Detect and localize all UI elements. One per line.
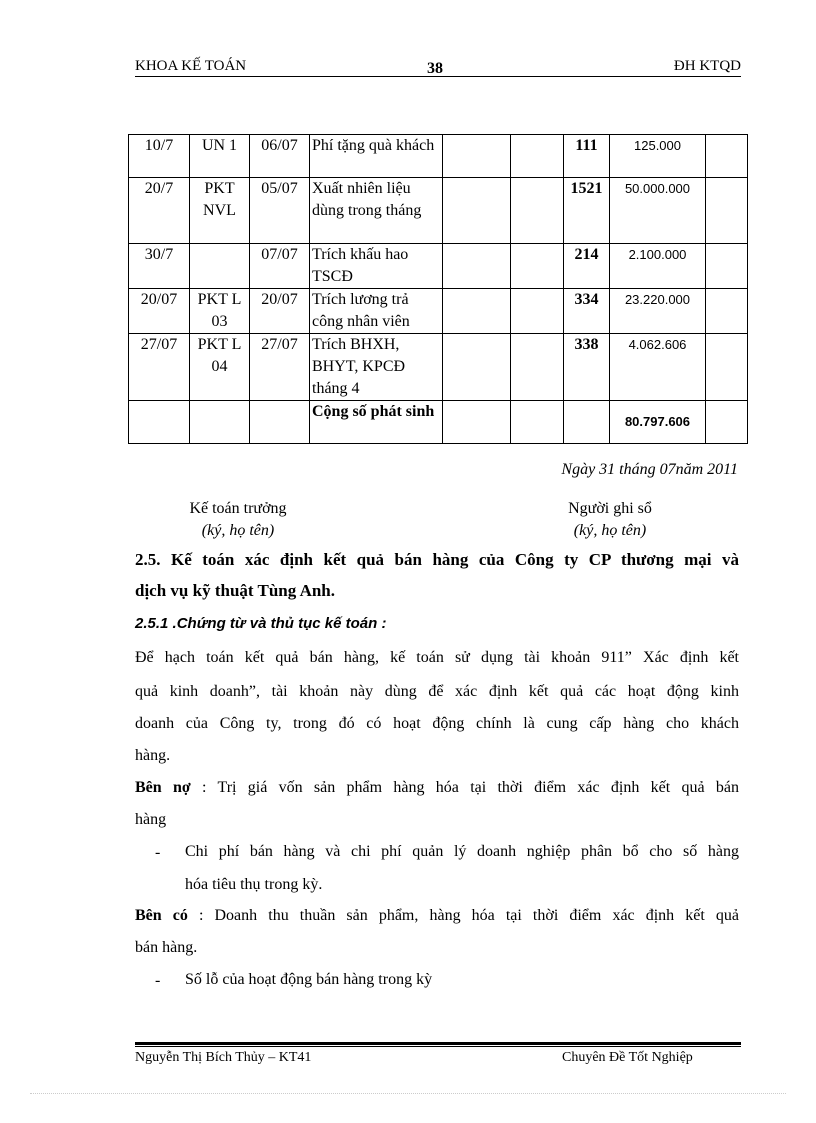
cell-date: 10/7 (129, 135, 190, 178)
cell-empty (706, 135, 748, 178)
cell-empty (706, 244, 748, 289)
credit-line (135, 906, 739, 926)
cell-empty (511, 289, 564, 334)
signature-note: (ký, họ tên) (201, 522, 275, 539)
cell-voucher-date: 07/07 (250, 244, 310, 289)
paragraph-line: hàng. (135, 747, 171, 764)
bullet-dash-icon: - (155, 844, 161, 861)
subsection-heading: 2.5.1 .Chứng từ và thủ tục kế toán : (135, 615, 387, 632)
total-amount: 80.797.606 (610, 401, 706, 444)
ledger-table (128, 134, 748, 444)
footer-author: Nguyễn Thị Bích Thủy – KT41 (135, 1050, 312, 1065)
cell-empty (511, 244, 564, 289)
paragraph-line: doanh của Công ty, trong đó có hoạt động chính là cung cấp hàng cho khách (135, 715, 739, 732)
cell-voucher-no: PKT L 03 (190, 289, 250, 334)
cell-voucher-date: 06/07 (250, 135, 310, 178)
section-heading-line-2: dịch vụ kỹ thuật Tùng Anh. (135, 581, 336, 600)
cell-amount: 23.220.000 (610, 289, 706, 334)
signature-bookkeeper (540, 498, 680, 542)
table-row (129, 244, 748, 289)
bullet-dash-icon: - (155, 972, 161, 989)
cell-empty (511, 334, 564, 401)
cell-date: 20/7 (129, 178, 190, 244)
header-university: ĐH KTQD (673, 58, 741, 74)
cell-description: Xuất nhiên liệu dùng trong tháng (310, 178, 443, 244)
cell-date: 30/7 (129, 244, 190, 289)
cell-description: Trích BHXH, BHYT, KPCĐ tháng 4 (310, 334, 443, 401)
cell-empty (443, 178, 511, 244)
cell-empty (511, 178, 564, 244)
footer-rule-thick (135, 1042, 741, 1045)
footer-rule-thin (135, 1046, 741, 1047)
cell-empty (511, 135, 564, 178)
footer-title: Chuyên Đề Tốt Nghiệp (562, 1050, 693, 1065)
header-department: KHOA KẾ TOÁN (135, 58, 247, 74)
cell-empty (250, 401, 310, 444)
bullet-line: hóa tiêu thụ trong kỳ. (185, 876, 323, 893)
total-row (129, 401, 748, 444)
date-line: Ngày 31 tháng 07năm 2011 (561, 461, 738, 478)
paragraph-line: Để hạch toán kết quả bán hàng, kế toán sử dụng tài khoản 911” Xác định kết (135, 649, 739, 666)
cell-account: 111 (564, 135, 610, 178)
header-rule (135, 76, 741, 77)
cell-date: 20/07 (129, 289, 190, 334)
cell-amount: 125.000 (610, 135, 706, 178)
debit-text: : Trị giá vốn sản phẩm hàng hóa tại thời điểm xác định kết quả bán (202, 779, 740, 796)
cell-account: 1521 (564, 178, 610, 244)
paragraph-line: quả kinh doanh”, tài khoản này dùng để xác định kết quả các hoạt động kinh (135, 683, 739, 700)
bullet-line: Số lỗ của hoạt động bán hàng trong kỳ (185, 971, 433, 988)
cell-empty (443, 244, 511, 289)
cell-description: Trích khấu hao TSCĐ (310, 244, 443, 289)
page-number: 38 (427, 60, 443, 77)
cell-empty (706, 334, 748, 401)
cell-voucher-no: PKT L 04 (190, 334, 250, 401)
cell-empty (129, 401, 190, 444)
page-header (135, 56, 741, 78)
signature-title: Kế toán trưởng (189, 500, 287, 517)
cell-account: 334 (564, 289, 610, 334)
cell-amount: 4.062.606 (610, 334, 706, 401)
cell-empty (443, 135, 511, 178)
section-heading-line-1: 2.5. Kế toán xác định kết quả bán hàng của Công ty CP thương mại và (135, 550, 739, 569)
credit-text: : Doanh thu thuần sản phẩm, hàng hóa tại thời điểm xác định kết quả (198, 907, 740, 924)
credit-label: Bên có (135, 907, 188, 924)
paragraph-line: bán hàng. (135, 939, 198, 956)
cell-voucher-no: UN 1 (190, 135, 250, 178)
cell-empty (706, 178, 748, 244)
table-row (129, 178, 748, 244)
cell-empty (443, 289, 511, 334)
cell-empty (190, 401, 250, 444)
cell-voucher-no: PKT NVL (190, 178, 250, 244)
table-row (129, 135, 748, 178)
paragraph-line: hàng (135, 811, 167, 828)
cell-empty (706, 289, 748, 334)
cell-amount: 50.000.000 (610, 178, 706, 244)
table-row (129, 289, 748, 334)
cell-description: Phí tặng quà khách (310, 135, 443, 178)
debit-label: Bên nợ (135, 779, 191, 796)
cell-description: Trích lương trả công nhân viên (310, 289, 443, 334)
cell-empty (564, 401, 610, 444)
cell-empty (511, 401, 564, 444)
signature-title: Người ghi sổ (568, 500, 652, 517)
cell-voucher-no (190, 244, 250, 289)
total-label: Cộng số phát sinh (310, 401, 443, 444)
cell-amount: 2.100.000 (610, 244, 706, 289)
page-edge-divider (30, 1093, 786, 1094)
cell-empty (443, 334, 511, 401)
signature-note: (ký, họ tên) (573, 522, 647, 539)
bullet-line: Chi phí bán hàng và chi phí quản lý doanh nghiệp phân bổ cho số hàng (185, 843, 739, 860)
cell-account: 214 (564, 244, 610, 289)
cell-account: 338 (564, 334, 610, 401)
cell-date: 27/07 (129, 334, 190, 401)
debit-line (135, 778, 739, 798)
cell-voucher-date: 05/07 (250, 178, 310, 244)
signature-chief-accountant (168, 498, 308, 542)
cell-voucher-date: 27/07 (250, 334, 310, 401)
table-row (129, 334, 748, 401)
cell-voucher-date: 20/07 (250, 289, 310, 334)
cell-empty (706, 401, 748, 444)
cell-empty (443, 401, 511, 444)
